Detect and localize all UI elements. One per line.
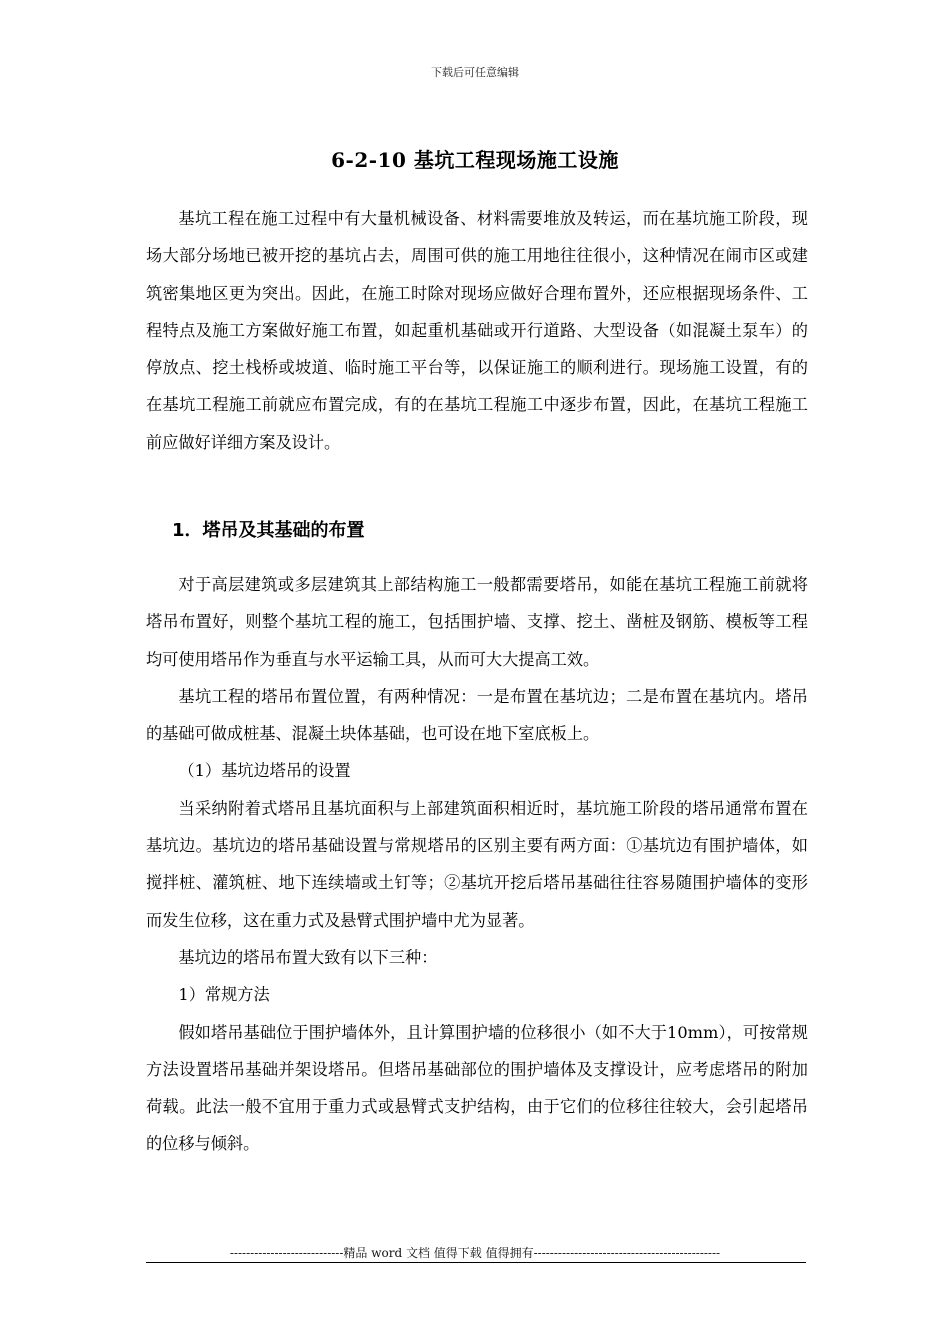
page-title: 6-2-10 基坑工程现场施工设施 <box>331 148 619 172</box>
footer-rule <box>146 1262 806 1263</box>
paragraph-three-methods: 基坑边的塔吊布置大致有以下三种： <box>178 947 438 967</box>
paragraph-conventional-method: 假如塔吊基础位于围护墙体外，且计算围护墙的位移很小（如不大于10mm），可按常规方法设置塔吊基础并架设塔吊。但塔吊基础部位的围护墙体及支撑设计，应考虑塔吊的附加荷载。此法一般不宜用于重力式或悬臂式支护结构，由于它们的位移往往较大，会引起塔吊的位移与倾斜。 <box>146 1022 808 1154</box>
footer-text: ----------------------------精品 word 文档 值得下载 值得拥有---------------------------------------------- <box>229 1246 721 1260</box>
paragraph-crane-positions: 基坑工程的塔吊布置位置，有两种情况：一是布置在基坑边；二是布置在基坑内。塔吊的基础可做成桩基、混凝土块体基础，也可设在地下室底板上。 <box>146 686 808 744</box>
paragraph-pit-edge-crane-detail: 当采纳附着式塔吊且基坑面积与上部建筑面积相近时，基坑施工阶段的塔吊通常布置在基坑边。基坑边的塔吊基础设置与常规塔吊的区别主要有两方面：①基坑边有围护墙体，如搅拌桩、灌筑桩、地下连续墙或土钉等；②基坑开挖后塔吊基础往往容易随围护墙体的变形而发生位移，这在重力式及悬臂式围护墙中尤为显著。 <box>146 798 808 930</box>
paragraph-tower-crane-usage: 对于高层建筑或多层建筑其上部结构施工一般都需要塔吊，如能在基坑工程施工前就将塔吊布置好，则整个基坑工程的施工，包括围护墙、支撑、挖土、凿桩及钢筋、模板等工程均可使用塔吊作为垂直与水平运输工具，从而可大大提高工效。 <box>146 575 808 669</box>
header-note: 下载后可任意编辑 <box>431 66 519 79</box>
subheading-pit-edge-crane: （1）基坑边塔吊的设置 <box>178 761 351 781</box>
section-heading: 1．塔吊及其基础的布置 <box>172 520 365 541</box>
intro-section <box>146 200 808 461</box>
subheading-conventional-method: 1）常规方法 <box>178 985 270 1005</box>
intro-paragraph: 基坑工程在施工过程中有大量机械设备、材料需要堆放及转运，而在基坑施工阶段，现场大部分场地已被开挖的基坑占去，周围可供的施工用地往往很小，这种情况在闹市区或建筑密集地区更为突出。因此，在施工时除对现场应做好合理布置外，还应根据现场条件、工程特点及施工方案做好施工布置，如起重机基础或开行道路、大型设备（如混凝土泵车）的停放点、挖土栈桥或坡道、临时施工平台等，以保证施工的顺利进行。现场施工设置，有的在基坑工程施工前就应布置完成，有的在基坑工程施工中逐步布置，因此，在基坑工程施工前应做好详细方案及设计。 <box>146 209 808 452</box>
section-body <box>146 566 808 1163</box>
